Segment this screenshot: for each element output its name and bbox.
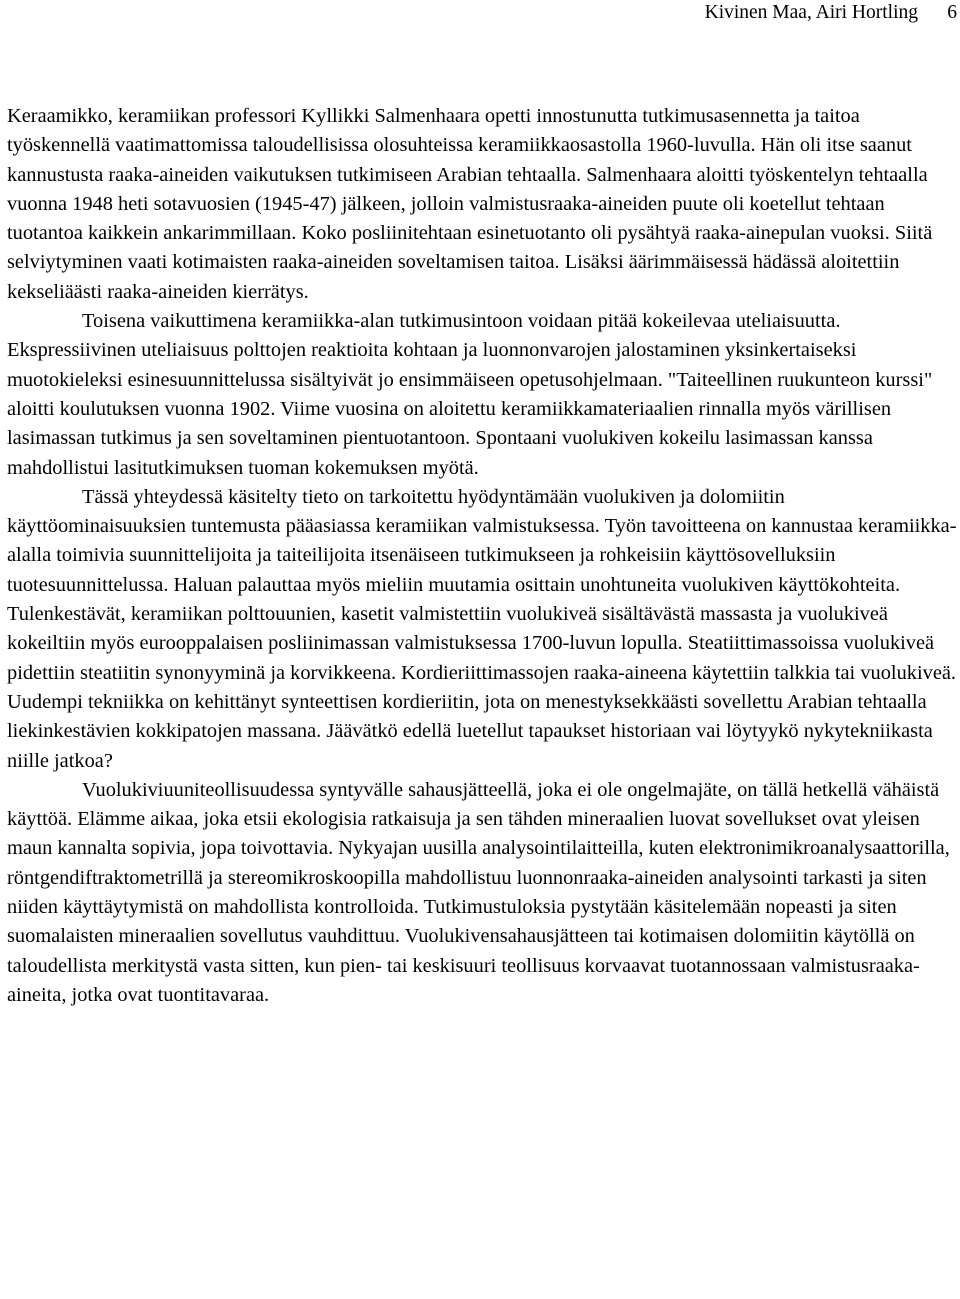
paragraph: Keraamikko, keramiikan professori Kyllikki Salmenhaara opetti innostunutta tutkimusasennetta ja taitoa työskennellä vaatimattomissa taloudellisissa olosuhteissa keramiikkaosastolla 1960-luvulla. Hän oli itse saanut kannustusta raaka-aineiden vaikutuksen tutkimiseen Arabian tehtaalla. Salmenhaara aloitti työskentelyn tehtaalla vuonna 1948 heti sotavuosien (1945-47) jälkeen, jolloin valmistusraaka-aineiden puute oli koetellut tehtaan tuotantoa kaikkein ankarimmillaan. Koko posliinitehtaan esinetuotanto oli pysähtyä raaka-ainepulan vuoksi. Siitä selviytyminen vaati kotimaisten raaka-aineiden soveltamisen taitoa. Lisäksi äärimmäisessä hädässä aloitettiin kekseliäästi raaka-aineiden kierrätys. — [7, 105, 933, 303]
page-header — [0, 0, 960, 30]
paragraph: Toisena vaikuttimena keramiikka-alan tutkimusintoon voidaan pitää kokeilevaa uteliaisuutta. Ekspressiivinen uteliaisuus polttojen reaktioita kohtaan ja luonnonvarojen jalostaminen yksinkertaiseksi muotokieleksi esinesuunnittelussa sisältyivät jo ensimmäiseen opetusohjelmaan. "Taiteellinen ruukunteon kurssi" aloitti koulutuksen vuonna 1902. Viime vuosina on aloitettu keramiikkamateriaalien rinnalla myös värillisen lasimassan tutkimus ja sen soveltaminen pientuotantoon. Spontaani vuolukiven kokeilu lasimassan kanssa mahdollistui lasitutkimuksen tuoman kokemuksen myötä. — [7, 310, 933, 479]
document-body — [7, 102, 957, 1010]
running-header-authors: Kivinen Maa, Airi Hortling — [704, 2, 918, 23]
paragraph: Vuolukiviuuniteollisuudessa syntyvälle sahausjätteellä, joka ei ole ongelmajäte, on tällä hetkellä vähäistä käyttöä. Elämme aikaa, joka etsii ekologisia ratkaisuja ja sen tähden mineraalien luovat sovellukset ovat yleisen maun kannalta sopivia, jopa toivottavia. Nykyajan uusilla analysointilaitteilla, kuten elektronimikroanalysaattorilla, röntgendiftraktometrillä ja stereomikroskoopilla mahdollistuu luonnonraaka-aineiden analysointi tarkasti ja siten niiden käyttäytymistä on mahdollista kontrolloida. Tutkimustuloksia pystytään käsitelemään nopeasti ja siten suomalaisten mineraalien sovellutus vauhdittuu. Vuolukivensahausjätteen tai kotimaisen dolomiitin käytöllä on taloudellista merkitystä vasta sitten, kun pien- tai keskisuuri teollisuus korvaavat tuotannossaan valmistusraaka-aineita, jotka ovat tuontitavaraa. — [7, 778, 950, 1006]
paragraph: Tässä yhteydessä käsitelty tieto on tarkoitettu hyödyntämään vuolukiven ja dolomiitin käyttöominaisuuksien tuntemusta pääasiassa keramiikan valmistuksessa. Työn tavoitteena on kannustaa keramiikka-alalla toimivia suunnittelijoita ja taiteilijoita itsenäiseen tutkimukseen ja rohkeisiin käyttösovelluksiin tuotesuunnittelussa. Haluan palauttaa myös mieliin muutamia osittain unohtuneita vuolukiven käyttökohteita. Tulenkestävät, keramiikan polttouunien, kasetit valmistettiin vuolukiveä sisältävästä massasta ja vuolukiveä kokeiltiin myös eurooppalaisen posliinimassan valmistuksessa 1700-luvun lopulla. Steatiittimassoissa vuolukiveä pidettiin steatiitin synonyyminä ja korvikkeena. Kordieriittimassojen raaka-aineena käytettiin talkkia tai vuolukiveä. Uudempi tekniikka on kehittänyt synteettisen kordieriitin, jota on menestyksekkäästi sovellettu Arabian tehtaalla liekinkestävien kokkipatojen massana. Jäävätkö edellä luetellut tapaukset historiaan vai löytyykö nykytekniikasta niille jatkoa? — [7, 485, 957, 772]
page-number: 6 — [947, 2, 957, 23]
